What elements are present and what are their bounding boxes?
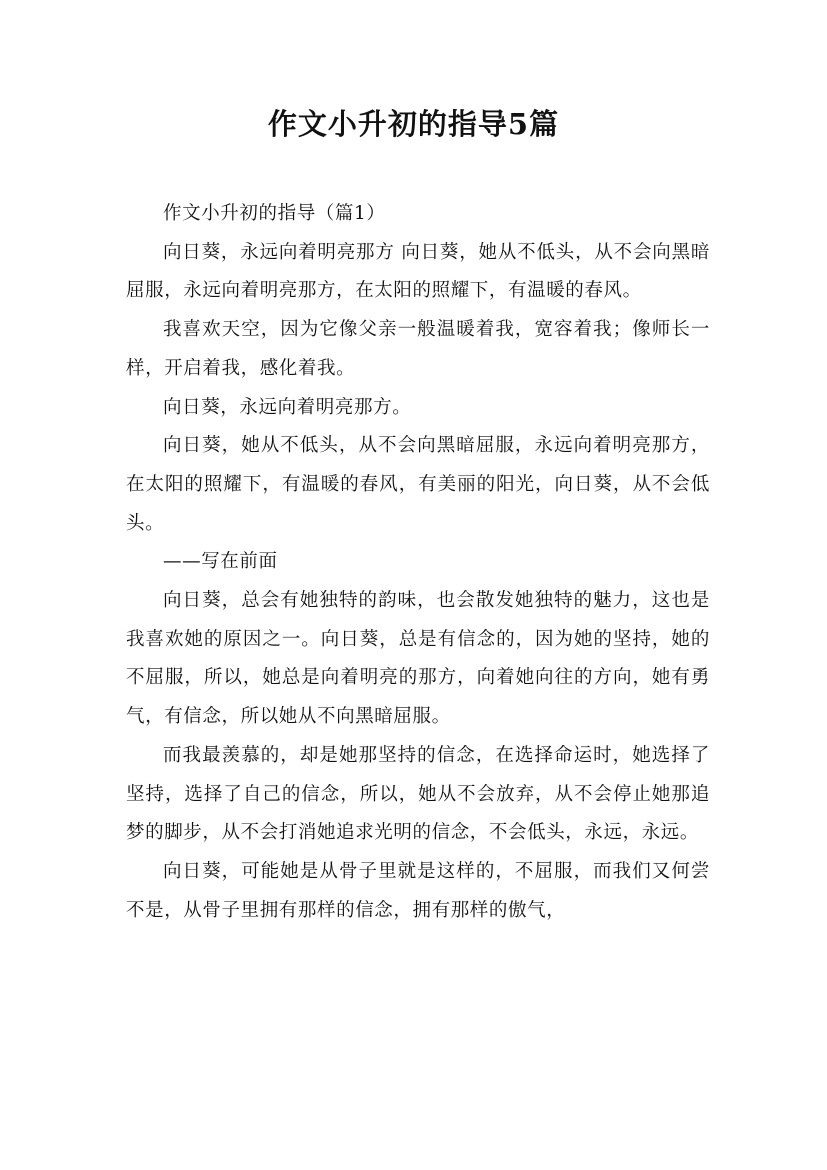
paragraph: 向日葵，她从不低头，从不会向黑暗屈服，永远向着明亮那方，在太阳的照耀下，有温暖的春风，有美丽的阳光，向日葵，从不会低头。 [126, 435, 710, 534]
paragraph-preface-note: ——写在前面 [163, 551, 278, 573]
paragraph: 而我最羡慕的，却是她那坚持的信念，在选择命运时，她选择了坚持，选择了自己的信念，所以，她从不会放弃，从不会停止她那追梦的脚步，从不会打消她追求光明的信念，不会低头，永远，永远。 [126, 744, 710, 844]
paragraph-section-heading: 作文小升初的指导（篇1） [163, 203, 386, 224]
paragraph: 我喜欢天空，因为它像父亲一般温暖着我，宽容着我；像师长一样，开启着我，感化着我。 [126, 319, 710, 379]
paragraph: 向日葵，可能她是从骨子里就是这样的，不屈服，而我们又何尝不是，从骨子里拥有那样的信念，拥有那样的傲气， [126, 860, 710, 921]
document-body [126, 195, 710, 930]
paragraph: 向日葵，永远向着明亮那方。 [163, 396, 412, 418]
paragraph: 向日葵，总会有她独特的韵味，也会散发她独特的魅力，这也是我喜欢她的原因之一。向日葵，总是有信念的，因为她的坚持，她的不屈服，所以，她总是向着明亮的那方，向着她向往的方向，她有勇气，有信念，所以她从不向黑暗屈服。 [126, 590, 710, 728]
document-title: 作文小升初的指导5篇 [267, 107, 560, 141]
paragraph: 向日葵，永远向着明亮那方 向日葵，她从不低头，从不会向黑暗屈服，永远向着明亮那方，在太阳的照耀下，有温暖的春风。 [126, 241, 710, 302]
